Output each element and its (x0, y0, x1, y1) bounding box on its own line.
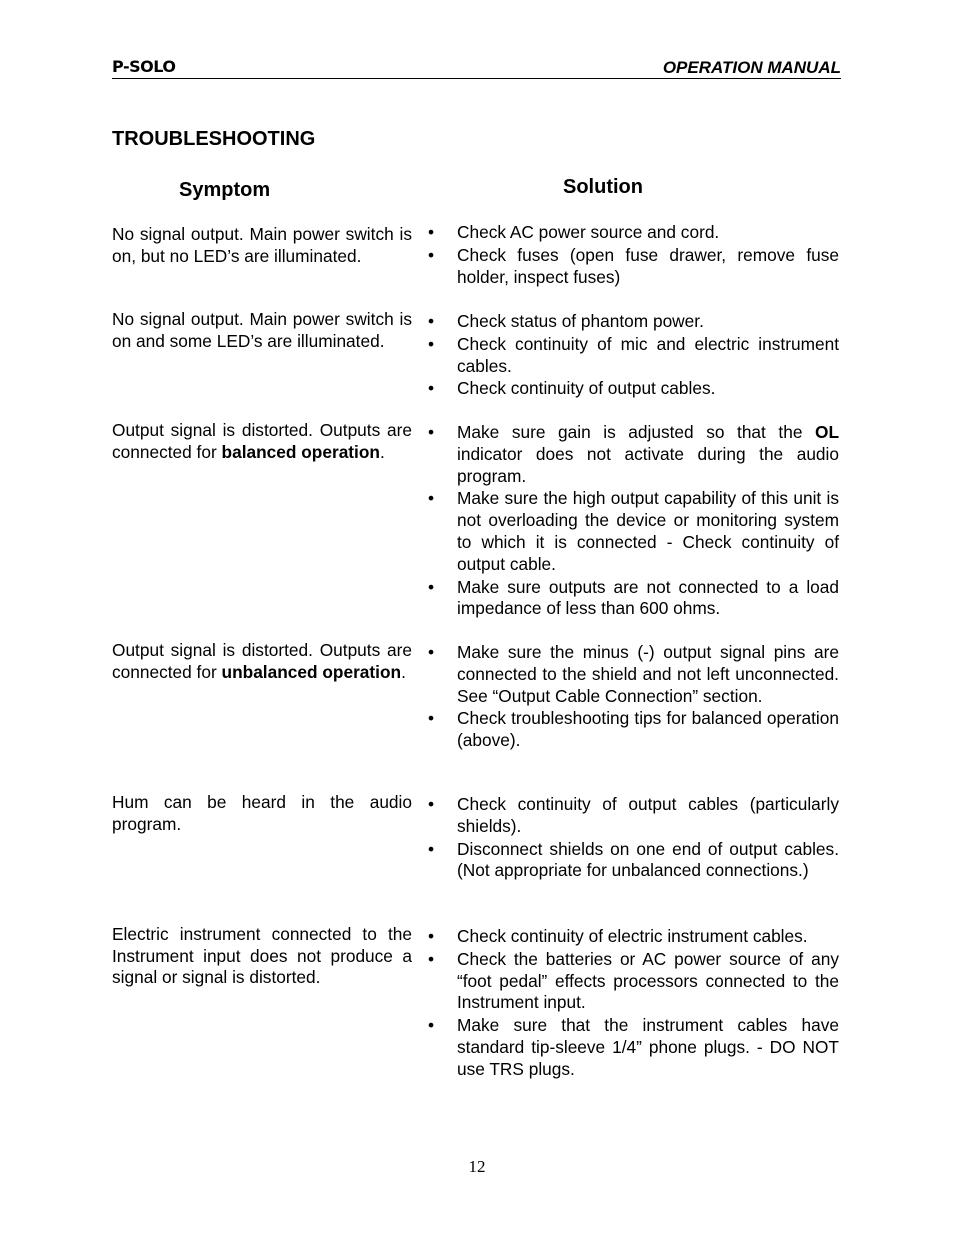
bullet-icon: • (428, 488, 435, 509)
text-segment: Check the batteries or AC power source of any “foot pedal” effects processors connected to the Instrument input. (457, 948, 839, 1013)
bullet-icon: • (428, 926, 435, 946)
solution-item (428, 378, 839, 400)
text-segment: Make sure the minus (-) output signal pins are connected to the shield and not left unconnected. See “Output Cable Connection” section. (457, 642, 839, 706)
solution-item (428, 1015, 839, 1080)
text-segment: Make sure gain is adjusted so that the (457, 422, 815, 442)
text-segment: Check fuses (open fuse drawer, remove fuse holder, inspect fuses) (457, 244, 839, 287)
solution-item (428, 422, 839, 487)
solution-item (428, 245, 839, 289)
text-segment: Make sure the high output capability of this unit is not overloading the device or monitoring system to which it is connected - Check continuity of output cable. (457, 488, 839, 574)
solution-item (428, 839, 839, 883)
symptom-text (112, 792, 412, 835)
symptom-text (112, 224, 412, 267)
bullet-icon: • (428, 222, 435, 242)
solution-list (428, 422, 839, 621)
symptom-text (112, 420, 412, 463)
bullet-icon: • (428, 244, 435, 265)
text-segment: Check AC power source and cord. (457, 222, 720, 242)
text-segment: Check troubleshooting tips for balanced operation (above). (457, 708, 839, 751)
text-segment: indicator does not activate during the audio program. (457, 443, 839, 486)
text-segment: Check status of phantom power. (457, 311, 704, 331)
solution-item (428, 708, 839, 752)
symptom-text (112, 309, 412, 352)
symptom-text (112, 640, 412, 683)
solution-item (428, 334, 839, 378)
text-segment: . (401, 661, 406, 682)
text-segment: . (379, 441, 385, 462)
bullet-icon: • (428, 642, 435, 662)
solution-item (428, 222, 839, 244)
text-segment: Check continuity of electric instrument cables. (457, 926, 808, 946)
bold-term: unbalanced operation (221, 661, 402, 682)
text-segment: No signal output. Main power switch is on, but no LED’s are illuminated. (112, 224, 412, 266)
text-segment: Hum can be heard in the audio program. (112, 792, 412, 834)
bullet-icon: • (428, 794, 435, 814)
page-number: 12 (468, 1157, 486, 1176)
section-title: TROUBLESHOOTING (112, 128, 316, 150)
text-segment: Electric instrument connected to the Instrument input does not produce a signal or signal is distorted. (112, 924, 412, 987)
symptom-column-heading: Symptom (179, 179, 271, 201)
bullet-icon: • (428, 948, 435, 969)
text-segment: Output signal is distorted. Outputs are connected for (112, 420, 412, 462)
page-header (112, 56, 841, 79)
solution-list (428, 794, 839, 883)
solution-list (428, 311, 839, 401)
solution-column-heading: Solution (563, 176, 643, 198)
bullet-icon: • (428, 838, 435, 859)
text-segment: Make sure outputs are not connected to a load impedance of less than 600 ohms. (457, 576, 839, 619)
bullet-icon: • (428, 311, 435, 331)
brand-logo: P-SOLO (112, 57, 176, 76)
bullet-icon: • (428, 378, 435, 399)
solution-item (428, 794, 839, 838)
solution-list (428, 222, 839, 289)
solution-item (428, 311, 839, 333)
bullet-icon: • (428, 422, 435, 442)
text-segment: Check continuity of output cables (particularly shields). (457, 794, 839, 836)
text-segment: Check continuity of mic and electric instrument cables. (457, 333, 839, 376)
manual-title: OPERATION MANUAL (662, 58, 841, 77)
bullet-icon: • (428, 1015, 435, 1036)
solution-item (428, 488, 839, 575)
bold-term: OL (815, 422, 839, 442)
solution-list (428, 926, 839, 1082)
text-segment: No signal output. Main power switch is on and some LED’s are illuminated. (112, 309, 412, 351)
solution-list (428, 642, 839, 753)
solution-item (428, 642, 839, 707)
solution-item (428, 926, 839, 948)
symptom-text (112, 924, 412, 989)
bullet-icon: • (428, 333, 435, 354)
bullet-icon: • (428, 576, 435, 597)
text-segment: Disconnect shields on one end of output cables. (Not appropriate for unbalanced connections.) (457, 838, 839, 881)
text-segment: Check continuity of output cables. (457, 378, 716, 399)
solution-item (428, 949, 839, 1014)
text-segment: Make sure that the instrument cables have standard tip-sleeve 1/4” phone plugs. - DO NOT use TRS plugs. (457, 1015, 839, 1079)
text-segment: Output signal is distorted. Outputs are connected for (112, 640, 412, 682)
solution-item (428, 577, 839, 621)
bold-term: balanced operation (221, 441, 380, 462)
bullet-icon: • (428, 708, 435, 729)
